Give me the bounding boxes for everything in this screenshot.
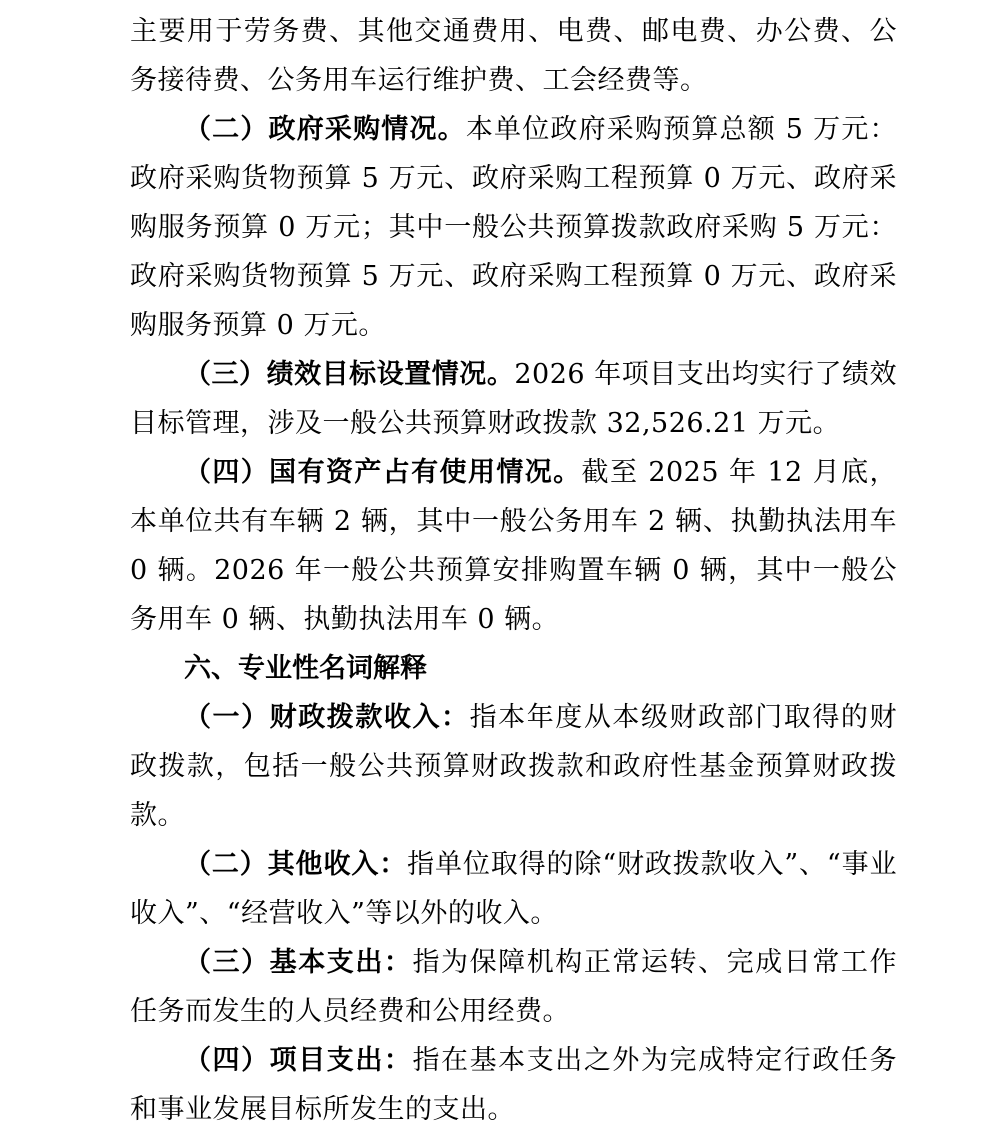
- paragraph-term-other-income: [130, 840, 897, 938]
- paragraph-expense-usage-continuation: [130, 7, 897, 105]
- paragraph-lead: （四）项目支出：: [184, 1045, 413, 1076]
- paragraph-text: 本单位政府采购预算总额 5 万元：政府采购货物预算 5 万元、政府采购工程预算 0 万元、政府采购服务预算 0 万元；其中一般公共预算拨款政府采购 5 万元：政府采购货物预算 5 万元、政府采购工程预算 0 万元、政府采购服务预算 0 万元。: [130, 114, 898, 341]
- paragraph-government-procurement: [130, 105, 897, 350]
- paragraph-performance-targets: [130, 350, 897, 448]
- paragraph-text: 指为保障机构正常运转、完成日常工作任务而发生的人员经费和公用经费。: [130, 947, 897, 1027]
- paragraph-text: 指单位取得的除“财政拨款收入”、“事业收入”、“经营收入”等以外的收入。: [130, 849, 897, 929]
- section-heading-terminology: 六、专业性名词解释: [184, 653, 427, 684]
- paragraph-lead: （一）财政拨款收入：: [184, 702, 470, 733]
- paragraph-state-assets: [130, 448, 897, 644]
- paragraph-term-basic-expenditure: [130, 938, 897, 1036]
- paragraph-text: 截至 2025 年 12 月底，本单位共有车辆 2 辆，其中一般公务用车 2 辆、执勤执法用车 0 辆。2026 年一般公共预算安排购置车辆 0 辆，其中一般公务用车 0 辆、执勤执法用车 0 辆。: [130, 457, 898, 635]
- paragraph-lead: （三）绩效目标设置情况。: [184, 359, 515, 390]
- paragraph-lead: （四）国有资产占有使用情况。: [184, 457, 582, 488]
- paragraph-text: 2026 年项目支出均实行了绩效目标管理，涉及一般公共预算财政拨款 32,526.21 万元。: [130, 359, 898, 439]
- paragraph-text: 主要用于劳务费、其他交通费用、电费、邮电费、办公费、公务接待费、公务用车运行维护费、工会经费等。: [130, 16, 897, 96]
- paragraph-lead: （三）基本支出：: [184, 947, 413, 978]
- paragraph-lead: （二）政府采购情况。: [184, 114, 466, 145]
- paragraph-lead: （二）其他收入：: [184, 849, 408, 880]
- paragraph-text: 指本年度从本级财政部门取得的财政拨款，包括一般公共预算财政拨款和政府性基金预算财政拨款。: [130, 702, 897, 831]
- paragraph-term-fiscal-appropriation-income: [130, 693, 897, 840]
- paragraph-text: 指在基本支出之外为完成特定行政任务和事业发展目标所发生的支出。: [130, 1045, 897, 1125]
